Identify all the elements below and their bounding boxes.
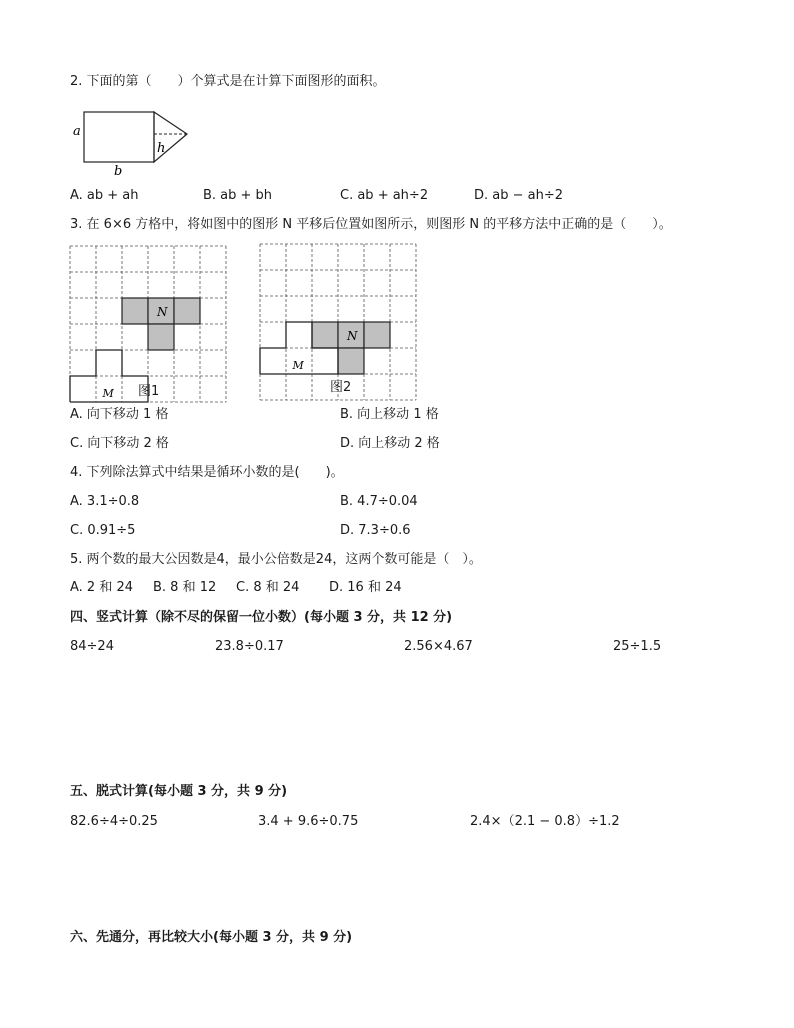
s5-item-2: 3.4 + 9.6÷0.75 (258, 814, 359, 829)
s4-item-1: 84÷24 (70, 639, 114, 654)
shape-n-cell (122, 298, 148, 324)
s4-item-3: 2.56×4.67 (404, 639, 473, 654)
shape-n-label: N (157, 305, 168, 319)
shape-m-label: M (102, 386, 114, 400)
s5-item-1: 82.6÷4÷0.25 (70, 814, 158, 829)
q5-stem: 5. 两个数的最大公因数是4，最小公倍数是24，这两个数可能是（ ）。 (70, 552, 482, 567)
q5-option-b: B. 8 和 12 (153, 580, 217, 595)
q3-figure-1 (70, 246, 230, 400)
shape-n-cell (174, 298, 200, 324)
q5-option-a: A. 2 和 24 (70, 580, 134, 595)
q4-option-c: C. 0.91÷5 (70, 523, 136, 538)
s5-item-3: 2.4×（2.1 − 0.8）÷1.2 (470, 814, 620, 829)
q3-option-a: A. 向下移动 1 格 (70, 407, 169, 422)
s4-item-4: 25÷1.5 (613, 639, 662, 654)
label-a: a (73, 124, 81, 139)
shape-m-label: M (292, 358, 304, 372)
shape-n-cell (312, 322, 338, 348)
shape-n-cell (338, 348, 364, 374)
q3-option-b: B. 向上移动 1 格 (340, 407, 439, 422)
q3-figure-2 (260, 244, 420, 384)
section-6-heading: 六、先通分，再比较大小(每小题 3 分，共 9 分) (70, 930, 353, 945)
q2-stem: 2. 下面的第（ ）个算式是在计算下面图形的面积。 (70, 74, 386, 89)
label-h: h (157, 141, 166, 156)
s4-item-2: 23.8÷0.17 (215, 639, 284, 654)
section-4-heading: 四、竖式计算（除不尽的保留一位小数）(每小题 3 分，共 12 分) (70, 610, 453, 625)
q2-option-a: A. ab + ah (70, 188, 139, 203)
q2-option-c: C. ab + ah÷2 (340, 188, 429, 203)
q5-option-d: D. 16 和 24 (329, 580, 402, 595)
shape-n-cell (148, 324, 174, 350)
q4-option-a: A. 3.1÷0.8 (70, 494, 140, 509)
q5-option-c: C. 8 和 24 (236, 580, 300, 595)
q2-option-d: D. ab − ah÷2 (474, 188, 564, 203)
q2-option-b: B. ab + bh (203, 188, 273, 203)
q3-option-c: C. 向下移动 2 格 (70, 436, 169, 451)
fig1-caption: 图1 (138, 384, 160, 399)
q3-stem: 3. 在 6×6 方格中，将如图中的图形 N 平移后位置如图所示，则图形 N 的平移方法中正确的是（ ）。 (70, 217, 672, 232)
shape-n-cell (364, 322, 390, 348)
label-b: b (114, 164, 123, 179)
q3-option-d: D. 向上移动 2 格 (340, 436, 440, 451)
q2-figure (70, 108, 200, 180)
q4-option-d: D. 7.3÷0.6 (340, 523, 411, 538)
fig2-caption: 图2 (330, 380, 352, 395)
shape-n-label: N (347, 329, 358, 343)
section-5-heading: 五、脱式计算(每小题 3 分，共 9 分) (70, 784, 288, 799)
q4-stem: 4. 下列除法算式中结果是循环小数的是( )。 (70, 465, 344, 480)
q4-option-b: B. 4.7÷0.04 (340, 494, 418, 509)
